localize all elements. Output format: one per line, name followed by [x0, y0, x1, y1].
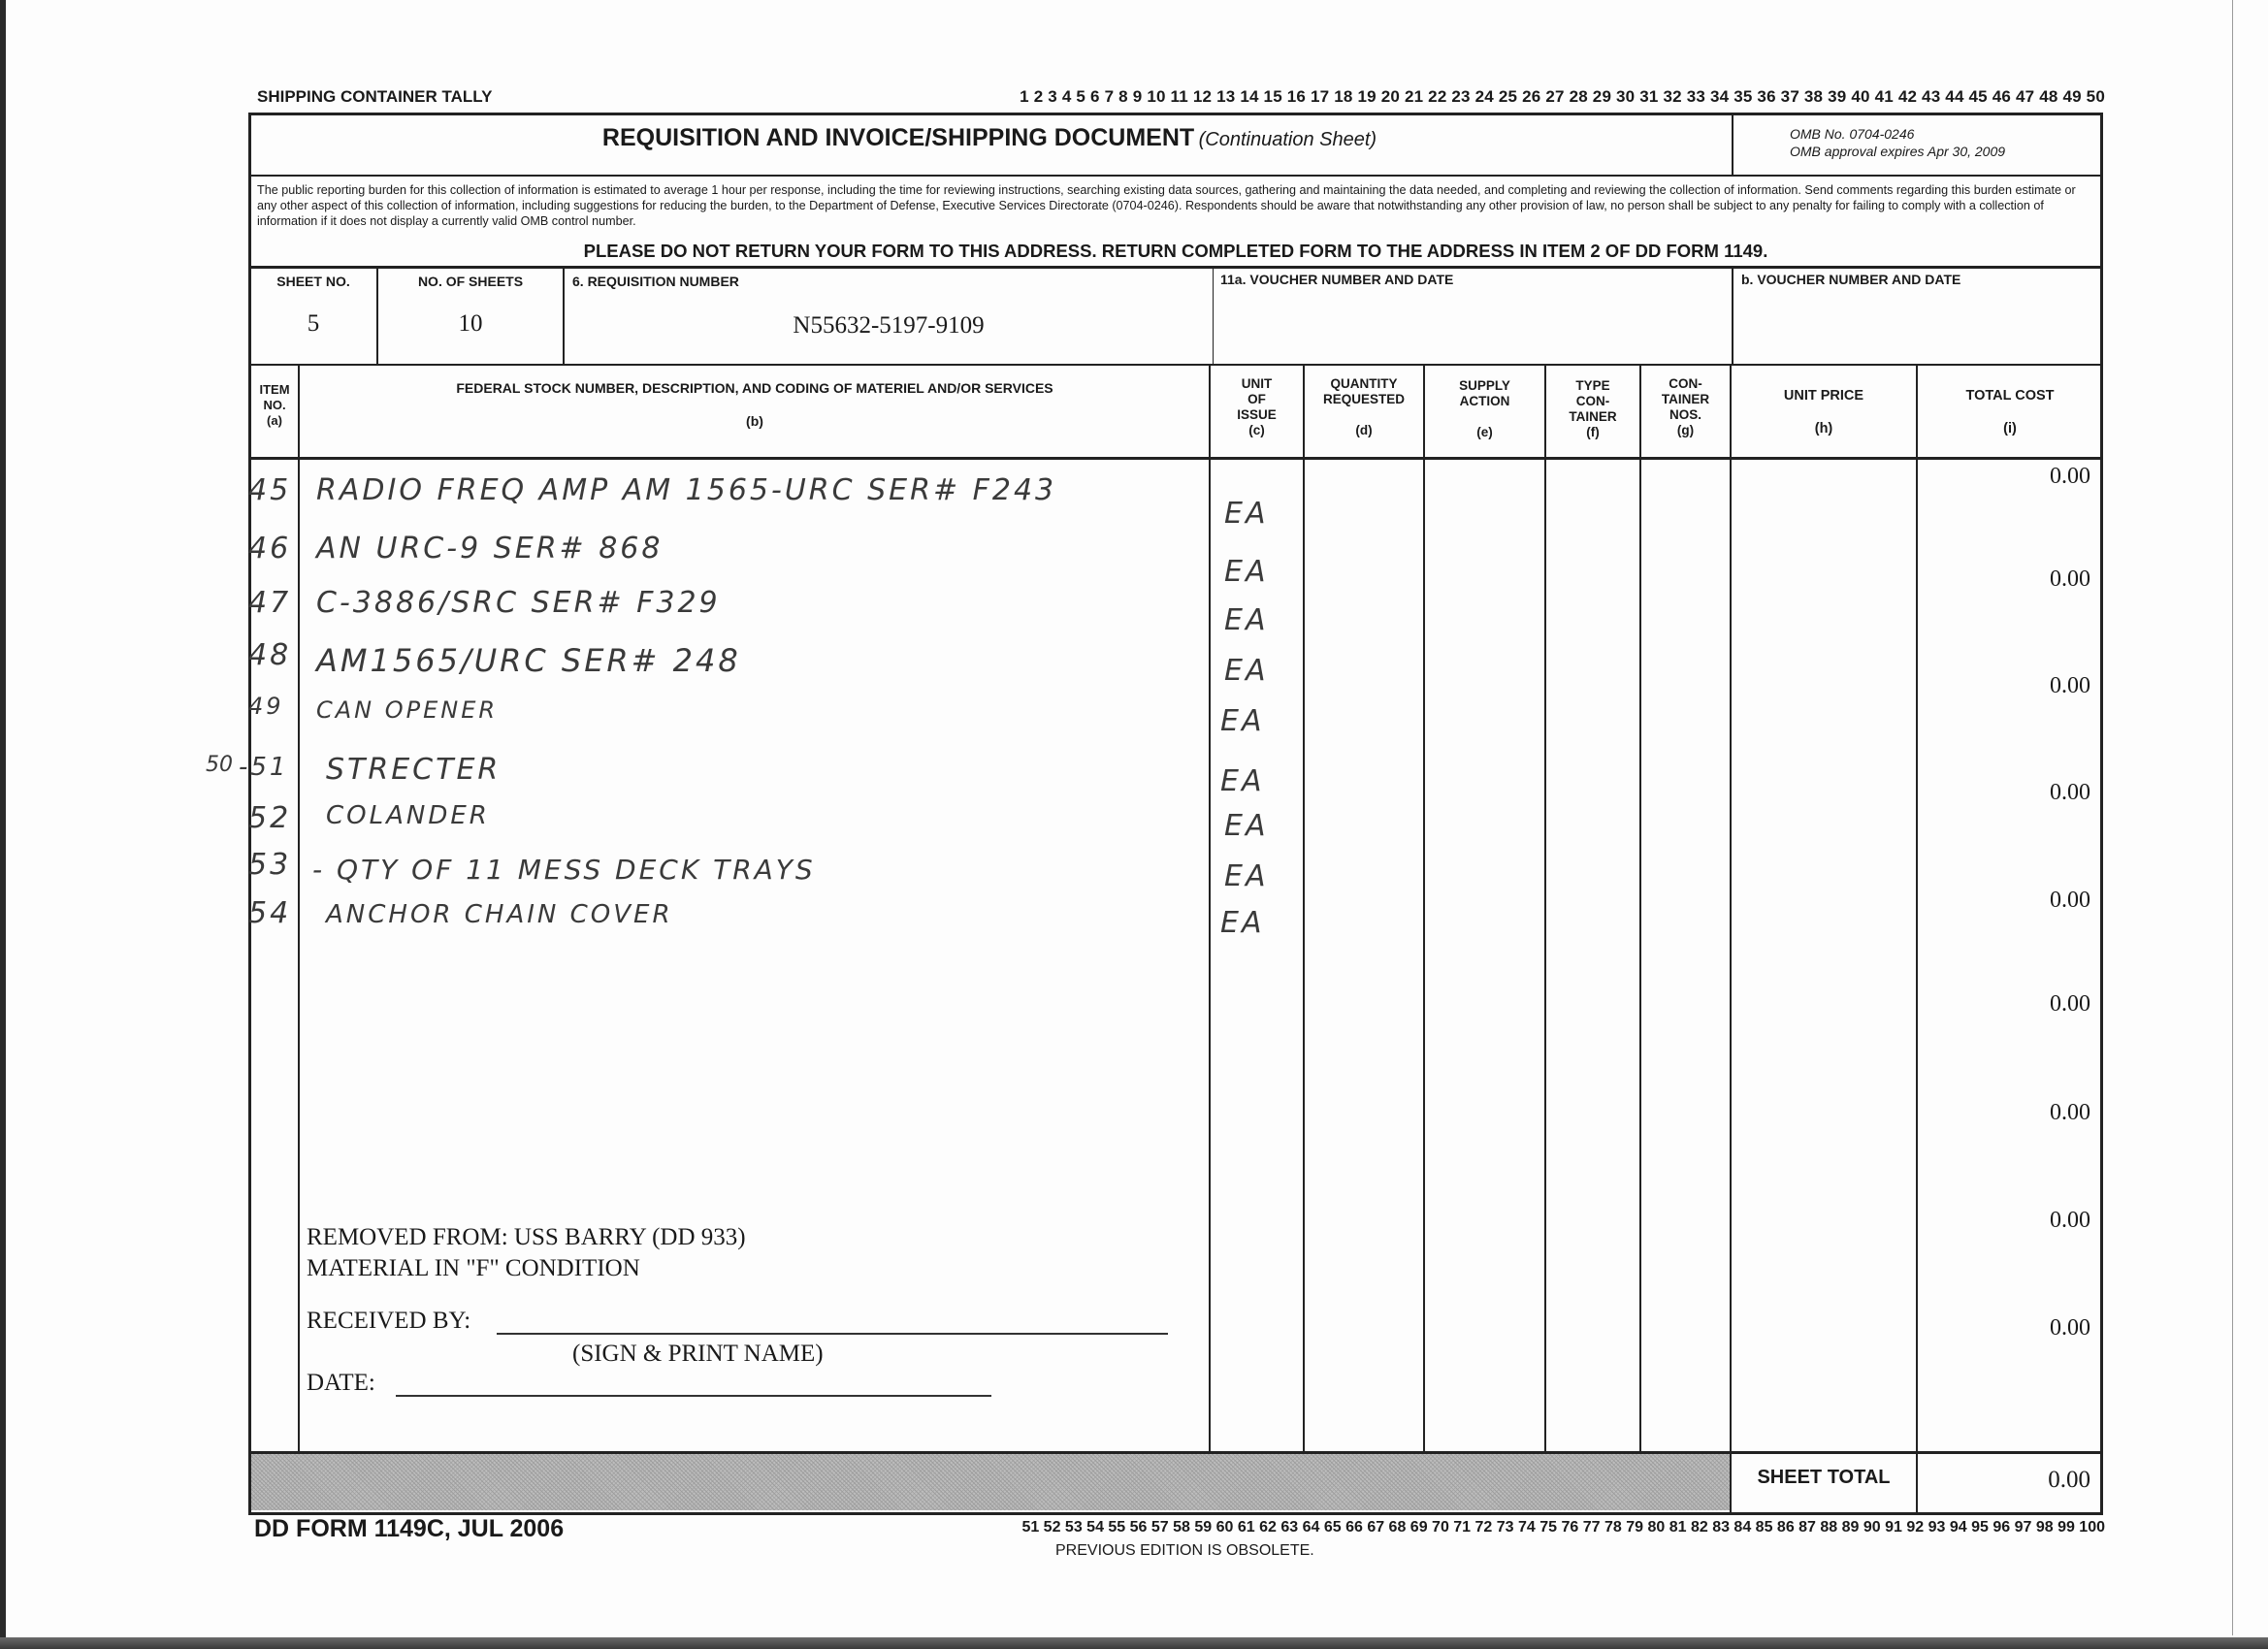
page-edge-right: [2232, 0, 2233, 1635]
total-cost-cell[interactable]: 0.00: [2050, 1315, 2090, 1341]
item-description[interactable]: RADIO FREQ AMP AM 1565-URC SER# F243: [316, 473, 1057, 507]
item-unit[interactable]: EA: [1220, 764, 1265, 798]
total-cost-cell[interactable]: 0.00: [2050, 1100, 2090, 1125]
item-unit[interactable]: EA: [1220, 704, 1265, 738]
col-e-line1: SUPPLY: [1459, 378, 1510, 393]
return-notice: PLEASE DO NOT RETURN YOUR FORM TO THIS ADDRESS. RETURN COMPLETED FORM TO THE ADDRESS IN ITEM 2 OF DD FORM 1149.: [583, 241, 1768, 261]
item-unit[interactable]: EA: [1224, 859, 1269, 893]
col-g-code: (g): [1676, 423, 1695, 437]
received-by-signature-line[interactable]: [497, 1333, 1168, 1335]
num-sheets-label: NO. OF SHEETS: [417, 274, 524, 289]
col-f-line1: TYPE: [1575, 378, 1610, 393]
num-sheets-field[interactable]: 10: [458, 310, 483, 337]
item-no[interactable]: 49: [248, 693, 284, 720]
voucher-a-label: 11a. VOUCHER NUMBER AND DATE: [1220, 272, 1454, 287]
obsolete-notice: PREVIOUS EDITION IS OBSOLETE.: [1055, 1542, 1314, 1559]
col-i-code: (i): [2003, 421, 2017, 436]
sheet-total-label: SHEET TOTAL: [1757, 1467, 1891, 1488]
col-d-code: (d): [1355, 423, 1373, 437]
requisition-number-field[interactable]: N55632-5197-9109: [793, 312, 985, 339]
item-unit[interactable]: EA: [1224, 555, 1269, 589]
subtitle-text: (Continuation Sheet): [1198, 129, 1377, 150]
col-a-line2: NO.: [263, 398, 286, 412]
item-description[interactable]: - QTY OF 11 MESS DECK TRAYS: [312, 854, 816, 886]
col-g-line2: TAINER: [1661, 392, 1710, 406]
col-header-total-cost: [1918, 388, 2102, 436]
col-h-code: (h): [1814, 421, 1833, 436]
col-header-container-nos: [1641, 376, 1730, 438]
col-h-line1: UNIT PRICE: [1783, 388, 1864, 404]
total-cost-cell[interactable]: 0.00: [2050, 464, 2090, 489]
item-description[interactable]: AN URC-9 SER# 868: [316, 532, 664, 566]
item-no[interactable]: 54: [248, 896, 292, 930]
item-description[interactable]: C-3886/SRC SER# F329: [316, 586, 721, 620]
item-unit[interactable]: EA: [1224, 497, 1269, 531]
item-no[interactable]: 46: [248, 532, 292, 566]
item-unit[interactable]: EA: [1224, 809, 1269, 843]
item-description[interactable]: AM1565/URC SER# 248: [316, 642, 741, 679]
shaded-footer-area: [251, 1454, 1730, 1510]
scan-border-left: [0, 0, 6, 1649]
col-c-line2: OF: [1247, 392, 1266, 406]
col-header-unit-of-issue: [1211, 376, 1303, 438]
item-no[interactable]: -51: [239, 753, 289, 782]
burden-statement: The public reporting burden for this collection of information is estimated to average 1 hour per response, including the time for reviewing instructions, searching existing data sources, gathering and maintaining the data needed, and completing and reviewing the collection of information. Send comments regarding this burden estimate or any other aspect of this collection of information, including suggestions for reducing the burden, to the Department of Defense, Executive Services Directorate (0704-0246). Respondents should be aware that notwithstanding any other provision of law, no person shall be subject to any penalty for failing to comply with a collection of information if it does not display a currently valid OMB control number.: [257, 183, 2076, 228]
col-d-line2: REQUESTED: [1322, 392, 1405, 406]
voucher-b-field[interactable]: [1734, 291, 2097, 361]
col-e-code: (e): [1476, 425, 1493, 439]
omb-expiry: OMB approval expires Apr 30, 2009: [1790, 144, 2006, 159]
item-unit[interactable]: EA: [1224, 603, 1269, 637]
shipping-container-tally-label: SHIPPING CONTAINER TALLY: [257, 87, 493, 106]
col-f-line3: TAINER: [1569, 409, 1617, 424]
voucher-a-field[interactable]: [1215, 291, 1729, 361]
form-title: [252, 124, 1727, 152]
col-c-code: (c): [1248, 423, 1265, 437]
item-unit[interactable]: EA: [1224, 654, 1269, 688]
total-cost-cell[interactable]: 0.00: [2050, 991, 2090, 1017]
date-label: DATE:: [307, 1370, 375, 1396]
total-cost-cell[interactable]: 0.00: [2050, 780, 2090, 805]
total-cost-cell[interactable]: 0.00: [2050, 673, 2090, 698]
item-no[interactable]: 48: [248, 638, 292, 672]
col-g-line1: CON-: [1669, 376, 1702, 391]
total-cost-cell[interactable]: 0.00: [2050, 1208, 2090, 1233]
scan-border-bottom: [0, 1637, 2268, 1649]
col-i-line1: TOTAL COST: [1965, 388, 2055, 404]
date-signature-line[interactable]: [396, 1395, 991, 1397]
received-by-label: RECEIVED BY:: [307, 1308, 471, 1334]
col-c-line3: ISSUE: [1237, 407, 1277, 422]
item-no[interactable]: 53: [248, 848, 292, 882]
col-header-type-container: [1546, 378, 1639, 440]
item-description[interactable]: COLANDER: [326, 801, 490, 830]
col-header-description: [301, 380, 1209, 429]
item-margin-note: 50: [206, 753, 233, 777]
col-f-code: (f): [1586, 425, 1600, 439]
item-description[interactable]: CAN OPENER: [316, 696, 499, 724]
col-b-line1: FEDERAL STOCK NUMBER, DESCRIPTION, AND CODING OF MATERIEL AND/OR SERVICES: [456, 380, 1053, 396]
sheet-no-label: SHEET NO.: [276, 274, 350, 289]
col-header-supply-action: [1425, 378, 1544, 440]
item-description[interactable]: ANCHOR CHAIN COVER: [326, 900, 673, 929]
form-identifier: DD FORM 1149C, JUL 2006: [254, 1515, 565, 1542]
condition-note: MATERIAL IN "F" CONDITION: [307, 1255, 640, 1281]
voucher-b-label: b. VOUCHER NUMBER AND DATE: [1741, 272, 1961, 287]
col-a-line1: ITEM: [259, 382, 290, 397]
item-no[interactable]: 45: [248, 473, 292, 507]
tally-numbers-bottom: 51 52 53 54 55 56 57 58 59 60 61 62 63 64 65 66 67 68 69 70 71 72 73 74 75 76 77 78 79 80 81 82 83 84 85 86 87 88 89 90 91 92 93 94 95 96 97 98 99 100: [1021, 1519, 2105, 1536]
col-header-item-no: [250, 382, 299, 429]
removed-from-note: REMOVED FROM: USS BARRY (DD 933): [307, 1224, 746, 1250]
total-cost-cell[interactable]: 0.00: [2050, 566, 2090, 592]
tally-numbers-top: 1 2 3 4 5 6 7 8 9 10 11 12 13 14 15 16 17 18 19 20 21 22 23 24 25 26 27 28 29 30 31 32 33 34 35 36 37 38 39 40 41 42 43 44 45 46 47 48 49 50: [1020, 87, 2105, 106]
col-header-unit-price: [1732, 388, 1916, 436]
col-c-line1: UNIT: [1241, 376, 1273, 391]
col-f-line2: CON-: [1575, 394, 1610, 408]
sign-print-name-label: (SIGN & PRINT NAME): [572, 1341, 824, 1367]
col-header-quantity: [1305, 376, 1423, 438]
title-text: REQUISITION AND INVOICE/SHIPPING DOCUMENT: [601, 124, 1195, 151]
omb-number: OMB No. 0704-0246: [1790, 126, 1915, 142]
requisition-number-label: 6. REQUISITION NUMBER: [572, 274, 739, 289]
sheet-no-field[interactable]: 5: [307, 310, 320, 337]
item-unit[interactable]: EA: [1220, 906, 1265, 940]
item-description[interactable]: STRECTER: [326, 753, 502, 787]
col-a-code: (a): [267, 413, 282, 428]
item-no[interactable]: 47: [248, 586, 292, 620]
col-b-code: (b): [746, 413, 763, 429]
col-e-line2: ACTION: [1459, 394, 1510, 408]
col-g-line3: NOS.: [1669, 407, 1701, 422]
sheet-total-value[interactable]: 0.00: [2048, 1467, 2090, 1493]
col-d-line1: QUANTITY: [1330, 376, 1398, 391]
item-no[interactable]: 52: [248, 801, 292, 835]
total-cost-cell[interactable]: 0.00: [2050, 888, 2090, 913]
